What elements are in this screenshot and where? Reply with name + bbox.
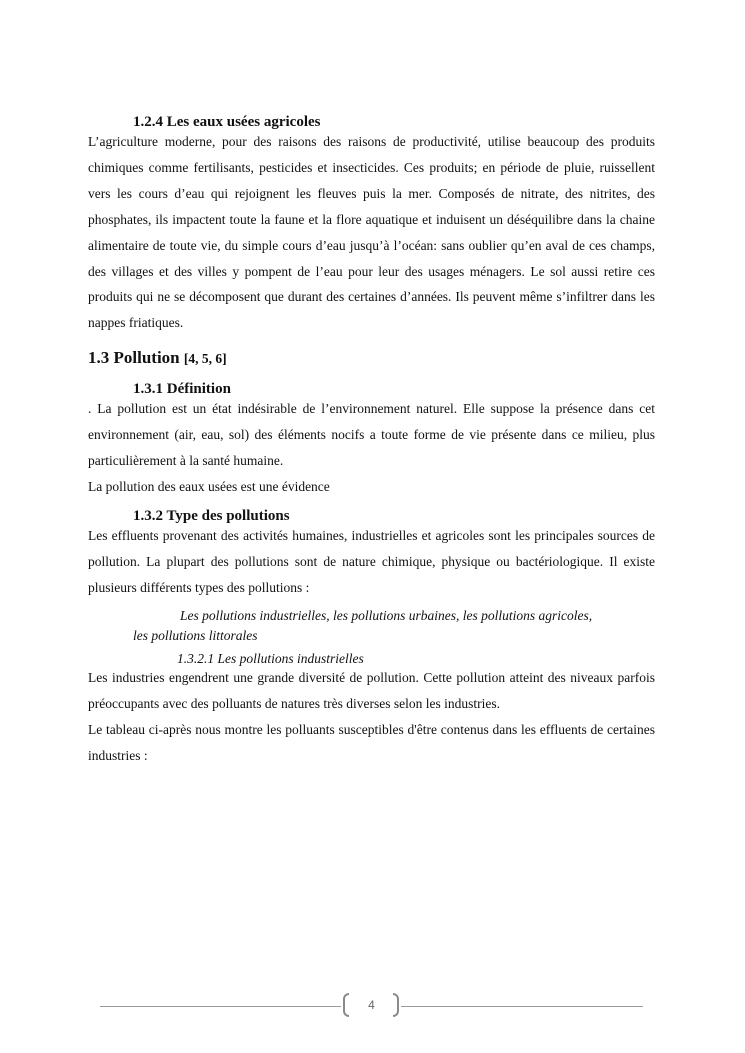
footer-bracket-right bbox=[393, 993, 399, 1017]
paragraph-definition: . La pollution est un état indésirable de l’environnement naturel. Elle suppose la présence dans cet environnement (air, eau, sol) des éléments nocifs a toute forme de vie présente dans ce milieu, plus particulièrement à la santé humaine. bbox=[88, 401, 655, 468]
paragraph-table-intro: Le tableau ci-après nous montre les polluants susceptibles d'être contenus dans les effluents de certaines industries : bbox=[88, 722, 655, 763]
heading-1-3-1: 1.3.1 Définition bbox=[133, 381, 231, 397]
heading-1-3-refs: [4, 5, 6] bbox=[183, 351, 227, 366]
paragraph-pollution-types: Les effluents provenant des activités humaines, industrielles et agricoles sont les principales sources de pollution. La plupart des pollutions sont de nature chimique, physique ou bactériologique. Il existe plusieurs différents types des pollutions : bbox=[88, 528, 655, 595]
paragraph-industrial-pollution: Les industries engendrent une grande diversité de pollution. Cette pollution atteint des niveaux parfois préoccupants avec des polluants de natures très diverses selon les industries. bbox=[88, 670, 655, 711]
footer-bracket-left bbox=[343, 993, 349, 1017]
heading-1-3-2: 1.3.2 Type des pollutions bbox=[133, 508, 290, 524]
footer-rule-left bbox=[100, 1006, 341, 1007]
paragraph-evidence-note: La pollution des eaux usées est une évidence bbox=[88, 479, 330, 494]
pollution-types-line-1: Les pollutions industrielles, les pollutions urbaines, les pollutions agricoles, bbox=[180, 608, 593, 623]
pollution-types-line-2: les pollutions littorales bbox=[133, 628, 258, 643]
heading-1-3 bbox=[88, 349, 227, 368]
heading-1-2-4: 1.2.4 Les eaux usées agricoles bbox=[133, 114, 321, 130]
paragraph-agricultural-wastewater: L’agriculture moderne, pour des raisons des raisons de productivité, utilise beaucoup des produits chimiques comme fertilisants, pesticides et insecticides. Ces produits; en période de pluie, ruissellent vers les cours d’eau qui rejoignent les fleuves puis la mer. Composés de nitrate, des nitrites, des phosphates, ils impactent toute la faune et la flore aquatique et induisent un déséquilibre dans la chaine alimentaire de toute vie, du simple cours d’eau jusqu’à l’océan: sans oublier qu’en aval de ces champs, des villages et des villes y pompent de l’eau pour leur des usages ménagers. Le sol aussi retire ces produits qui ne se décomposent que durant des certaines d’années. Ils peuvent même s’infiltrer dans les nappes friatiques. bbox=[88, 134, 655, 331]
heading-1-3-title: 1.3 Pollution bbox=[88, 348, 180, 367]
page-number: 4 bbox=[368, 998, 375, 1012]
footer-rule-right bbox=[401, 1006, 643, 1007]
heading-1-3-2-1: 1.3.2.1 Les pollutions industrielles bbox=[177, 651, 364, 666]
